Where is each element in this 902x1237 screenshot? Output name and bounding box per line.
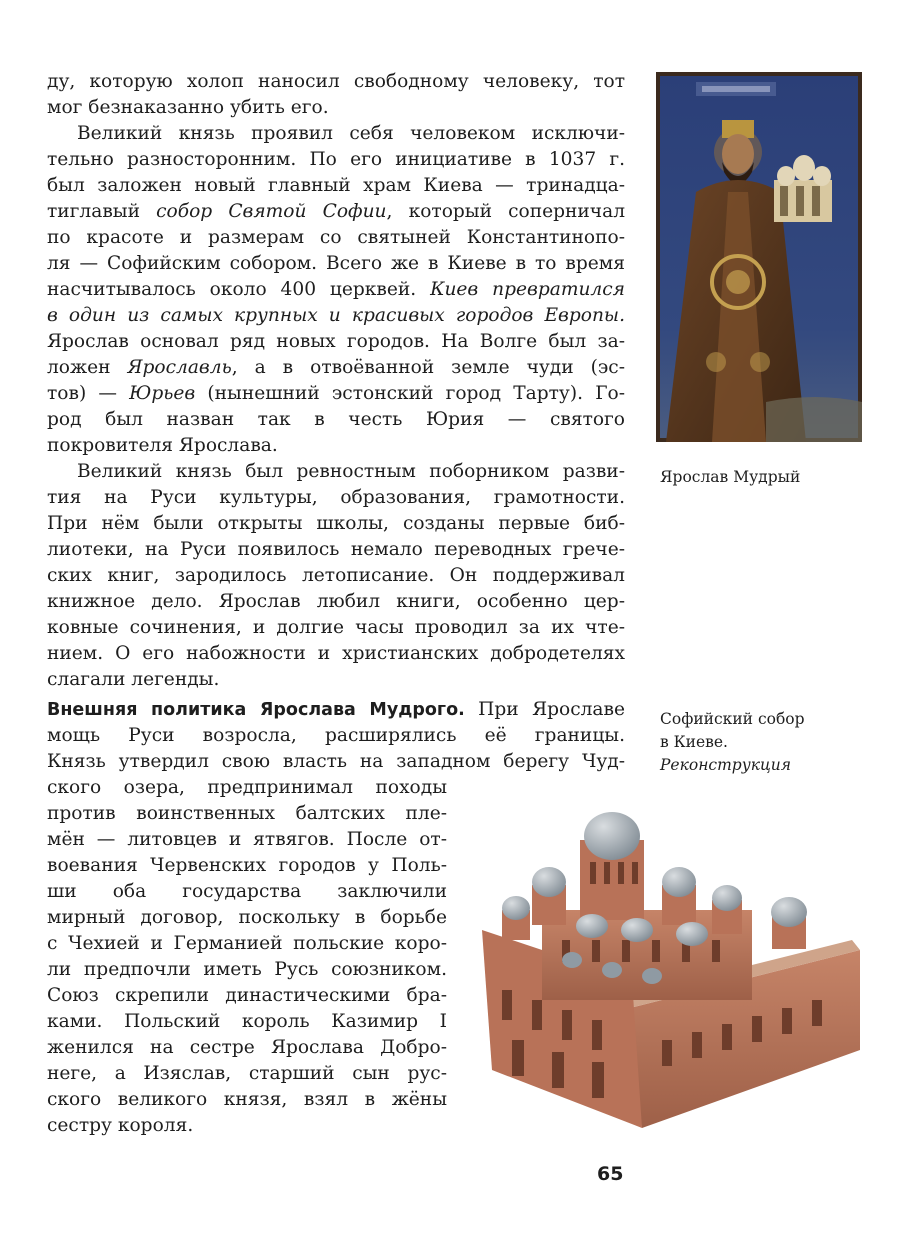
text-line-33: мирный договор, поскольку в борьбе <box>47 907 447 928</box>
text-line-9 <box>47 277 625 303</box>
section-heading: Внешняя политика Ярослава Мудрого. <box>47 700 465 720</box>
text-line-39: неге, а Изяслав, старший сын рус- <box>47 1063 447 1084</box>
text-line-21: книжное дело. Ярослав любил книги, особенно цер- <box>47 591 625 612</box>
text-line-5: был заложен новый главный храм Киева — тринадца- <box>47 175 625 196</box>
text-line-15: покровителя Ярослава. <box>47 435 278 456</box>
text-line-17: тия на Руси культуры, образования, грамотности. <box>47 487 625 508</box>
text-line-36: Союз скрепили династическими бра- <box>47 985 447 1006</box>
text-span: тиглавый <box>47 201 157 222</box>
text-line-31: воевания Червенских городов у Поль- <box>47 855 447 876</box>
text-line-26: мощь Руси возросла, расширялись её границы. <box>47 725 625 746</box>
text-line-10: в один из самых крупных и красивых городов Европы. <box>47 305 625 326</box>
text-line-1: ду, которую холоп наносил свободному человеку, тот <box>47 71 625 92</box>
text-line-30: мён — литовцев и ятвягов. После от- <box>47 829 447 850</box>
text-line-8: ля — Софийским собором. Всего же в Киеве в то время <box>47 253 625 274</box>
text-line-37: ками. Польский король Казимир I <box>47 1011 447 1032</box>
sofia-cathedral-image <box>472 800 860 1128</box>
text-line-28: ского озера, предпринимал походы <box>47 777 447 798</box>
text-span: ложен <box>47 357 128 378</box>
text-line-14: род был назван так в честь Юрия — святого <box>47 409 625 430</box>
text-line-19: лиотеки, на Руси появилось немало переводных грече- <box>47 539 625 560</box>
text-line-41: сестру короля. <box>47 1115 194 1136</box>
text-line-38: женился на сестре Ярослава Добро- <box>47 1037 447 1058</box>
sofia-cathedral-term: собор Святой Софии <box>156 201 387 222</box>
text-line-7: по красоте и размерам со святыней Константинопо- <box>47 227 625 248</box>
text-line-32: ши оба государства заключили <box>47 881 447 902</box>
text-line-20: ских книг, зародилось летописание. Он поддерживал <box>47 565 625 586</box>
yaroslav-fresco-image <box>656 72 862 442</box>
text-line-2: мог безнаказанно убить его. <box>47 97 329 118</box>
yuryev-term: Юрьев <box>129 383 196 404</box>
text-line-35: ли предпочли иметь Русь союзником. <box>47 959 447 980</box>
text-line-12 <box>47 355 625 381</box>
cathedral-illustration <box>472 800 860 1128</box>
text-line-16: Великий князь был ревностным поборником разви- <box>77 461 625 482</box>
text-span: (нынешний эстонский город Тарту). Го- <box>195 383 625 404</box>
text-line-25 <box>47 697 625 723</box>
caption-sofia-line-1: Софийский собор <box>660 710 805 728</box>
page-number: 65 <box>597 1163 624 1185</box>
fresco-illustration <box>656 72 862 442</box>
text-line-24: слагали легенды. <box>47 669 220 690</box>
text-line-18: При нём были открыты школы, созданы первые биб- <box>47 513 625 534</box>
caption-sofia-line-2: в Киеве. <box>660 733 728 751</box>
text-span: насчитывалось около 400 церквей. <box>47 279 431 300</box>
text-line-22: ковные сочинения, и долгие часы проводил за их чте- <box>47 617 625 638</box>
yaroslavl-term: Ярославль <box>127 357 232 378</box>
text-line-3: Великий князь проявил себя человеком исключи- <box>77 123 625 144</box>
text-span: тов) — <box>47 383 130 404</box>
italic-span: Киев превратился <box>430 279 625 300</box>
text-line-11: Ярослав основал ряд новых городов. На Волге был за- <box>47 331 625 352</box>
text-line-29: против воинственных балтских пле- <box>47 803 447 824</box>
text-line-13 <box>47 381 625 407</box>
caption-sofia-line-3: Реконструкция <box>660 756 792 774</box>
text-line-6 <box>47 199 625 225</box>
text-line-34: с Чехией и Германией польские коро- <box>47 933 447 954</box>
text-span: , а в отвоёванной земле чуди (эс- <box>231 357 625 378</box>
text-line-40: ского великого князя, взял в жёны <box>47 1089 447 1110</box>
text-line-4: тельно разносторонним. По его инициативе в 1037 г. <box>47 149 625 170</box>
text-line-27: Князь утвердил свою власть на западном берегу Чуд- <box>47 751 625 772</box>
text-span: , который соперничал <box>386 201 625 222</box>
text-line-23: нием. О его набожности и христианских добродетелях <box>47 643 625 664</box>
caption-yaroslav: Ярослав Мудрый <box>660 468 801 486</box>
text-span: При Ярославе <box>464 699 625 720</box>
